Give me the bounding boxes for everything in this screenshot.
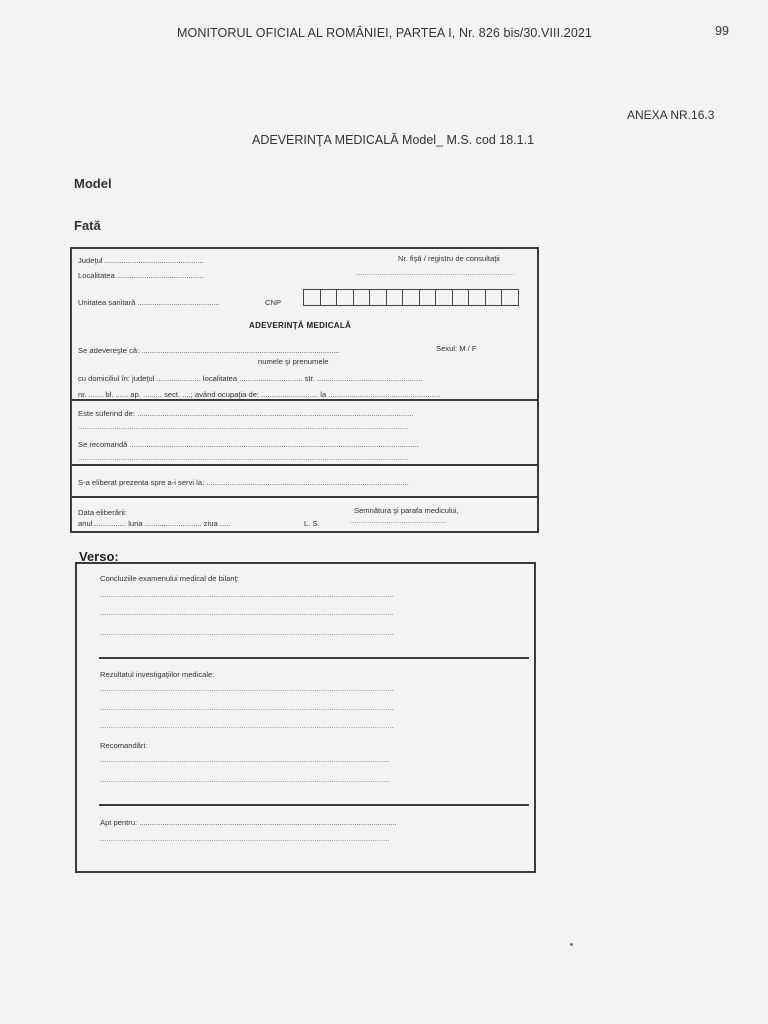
exam-conclusions-line: ......................................................................................................................................... [100,630,394,637]
fit-for-field: Apt pentru: .......................................................................................................................... [100,818,397,827]
document-title: ADEVERINŢA MEDICALĂ Model_ M.S. cod 18.1.1 [252,133,535,147]
back-divider [99,657,529,659]
sex-field: Sexul: M / F [436,344,477,353]
address-occupation-field: nr. ....... bl. ...... ap. ......... sect. ....; având ocupaţia de: ........................... la ..................................................... [78,390,441,399]
residence-field: cu domiciliul în: judeţul ..................... localitatea .............................. str. .................................................. [78,374,423,383]
recommend-continued: .......................................................................................................................................................... [78,455,409,462]
name-caption: numele şi prenumele [258,357,329,366]
cnp-digit-cell [420,290,437,305]
cnp-boxes [303,289,519,306]
signature-label: Semnătura şi parafa medicului, [354,506,459,515]
recommendations-line: ....................................................................................................................................... [100,777,390,784]
investigation-results-line: ......................................................................................................................................... [100,723,394,730]
medical-unit-field: Unitatea sanitară ....................................... [78,298,220,307]
model-label: Model [74,176,112,191]
cnp-digit-cell [337,290,354,305]
cnp-digit-cell [436,290,453,305]
investigation-results-label: Rezultatul investigaţiilor medicale: [100,670,215,679]
certificate-heading: ADEVERINŢĂ MEDICALĂ [249,321,352,330]
issue-date-fields: anul ............... luna ........................... ziua ..... [78,519,231,528]
cnp-digit-cell [469,290,486,305]
cnp-digit-cell [354,290,371,305]
cnp-digit-cell [453,290,470,305]
judet-field: Judeţul ............................................... [78,256,204,265]
investigation-results-line: ......................................................................................................................................... [100,686,394,693]
investigation-results-line: ......................................................................................................................................... [100,705,394,712]
issue-date-label: Data eliberării: [78,508,127,517]
cnp-label: CNP [265,298,282,307]
front-divider [70,496,539,498]
back-side-label: Verso: [79,549,119,564]
exam-conclusions-label: Concluziile examenului medical de bilanţ: [100,574,239,583]
page-number: 99 [715,24,729,38]
suffering-continued: .......................................................................................................................................................... [78,424,409,431]
back-divider [99,804,529,806]
registry-label: Nr. fişă / registru de consultaţii [398,254,500,263]
fit-for-continued: ....................................................................................................................................... [100,836,390,843]
front-side-label: Fată [74,218,101,233]
front-divider [70,399,539,401]
seal-label: L. S. [304,519,320,528]
cnp-digit-cell [304,290,321,305]
cnp-digit-cell [387,290,404,305]
cnp-digit-cell [370,290,387,305]
annex-label: ANEXA NR.16.3 [627,108,715,122]
exam-conclusions-line: ......................................................................................................................................... [100,610,394,617]
recommend-field: Se recomandă ......................................................................................................................................... [78,440,419,449]
signature-field: ............................................. [350,518,447,525]
suffering-field: Este suferind de: ................................................................................................................................... [78,409,414,418]
recommendations-label: Recomandări: [100,741,148,750]
gazette-header: MONITORUL OFICIAL AL ROMÂNIEI, PARTEA I, Nr. 826 bis/30.VIII.2021 [177,26,592,40]
recommendations-line: ....................................................................................................................................... [100,757,390,764]
cnp-digit-cell [403,290,420,305]
cnp-digit-cell [502,290,518,305]
localitate-field: Localitatea ......................................... [78,271,204,280]
scan-speck [570,943,573,946]
cnp-digit-cell [486,290,503,305]
issued-for-field: S-a eliberat prezenta spre a-i servi la: ................................................................................................ [78,478,409,487]
front-divider [70,464,539,466]
cnp-digit-cell [321,290,338,305]
registry-field: .......................................................................... [356,270,515,277]
certifies-field: Se adevereşte că: .............................................................................................. [78,346,340,355]
exam-conclusions-line: ......................................................................................................................................... [100,592,394,599]
